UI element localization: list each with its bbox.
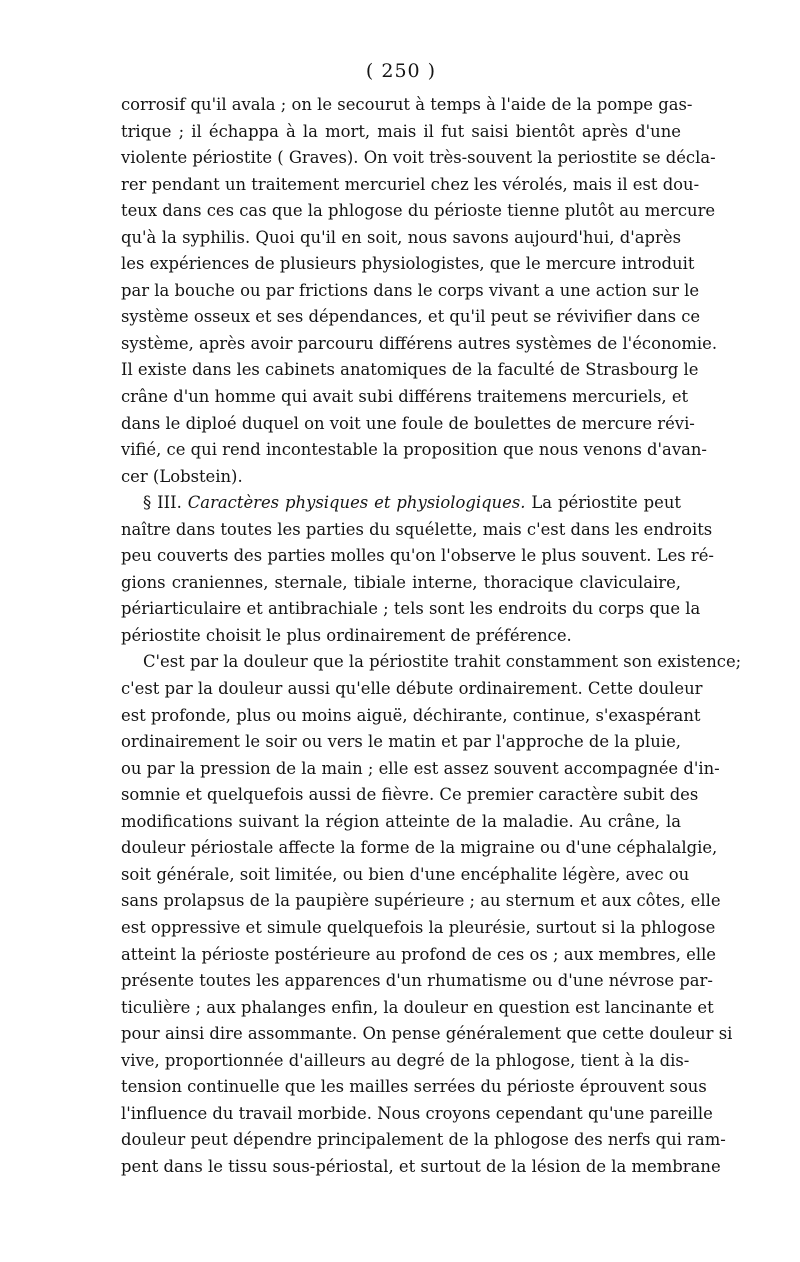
text-line: modifications suivant la région atteinte de la maladie. Au crâne, la: [121, 811, 681, 831]
text-line: rer pendant un traitement mercuriel chez les vérolés, mais il est dou-: [121, 174, 700, 194]
section-mark: § III.: [143, 493, 182, 513]
paragraph-1: [121, 92, 718, 490]
text-line: crâne d'un homme qui avait subi différens traitemens mercuriels, et: [121, 387, 689, 407]
text-line: système osseux et ses dépendances, et qu'il peut se révivifier dans ce: [121, 307, 701, 327]
text-line: douleur périostale affecte la forme de la migraine ou d'une céphalalgie,: [121, 838, 718, 858]
text-line: c'est par la douleur aussi qu'elle débute ordinairement. Cette douleur: [121, 679, 703, 699]
text-line: système, après avoir parcouru différens autres systèmes de l'économie.: [121, 333, 718, 353]
text-line: atteint la périoste postérieure au profond de ces os ; aux membres, elle: [121, 944, 717, 964]
text-line: est profonde, plus ou moins aiguë, déchirante, continue, s'exaspérant: [121, 705, 701, 725]
text-line: périarticulaire et antibrachiale ; tels sont les endroits du corps que la: [121, 599, 701, 619]
text-line: somnie et quelquefois aussi de fièvre. Ce premier caractère subit des: [121, 785, 699, 805]
text-line: dans le diploé duquel on voit une foule de boulettes de mercure révi-: [121, 413, 695, 433]
text-line: présente toutes les apparences d'un rhumatisme ou d'une névrose par-: [121, 971, 713, 991]
text-line: soit générale, soit limitée, ou bien d'une encéphalite légère, avec ou: [121, 864, 690, 884]
text-line: gions craniennes, sternale, tibiale interne, thoracique claviculaire,: [121, 572, 681, 592]
text-line: C'est par la douleur que la périostite trahit constamment son existence;: [143, 652, 742, 672]
text-line: trique ; il échappa à la mort, mais il fut saisi bientôt après d'une: [121, 121, 681, 141]
paragraph-3: [121, 649, 742, 1180]
page-number: ( 250 ): [365, 60, 437, 82]
text-line: pour ainsi dire assommante. On pense généralement que cette douleur si: [121, 1024, 733, 1044]
text-line: qu'à la syphilis. Quoi qu'il en soit, nous savons aujourd'hui, d'après: [121, 227, 681, 247]
text-line: ticulière ; aux phalanges enfin, la douleur en question est lancinante et: [121, 997, 714, 1017]
paragraph-2: [121, 490, 714, 649]
section-heading-line: [121, 490, 681, 517]
text-line: ordinairement le soir ou vers le matin et par l'approche de la pluie,: [121, 732, 681, 752]
text-line: naître dans toutes les parties du squélette, mais c'est dans les endroits: [121, 519, 713, 539]
text-line: violente périostite ( Graves). On voit très-souvent la periostite se décla-: [121, 148, 716, 168]
book-page: [121, 58, 742, 1180]
text-line: tension continuelle que les mailles serrées du périoste éprouvent sous: [121, 1077, 707, 1097]
text-line: vive, proportionnée d'ailleurs au degré de la phlogose, tient à la dis-: [121, 1050, 690, 1070]
text-line: l'influence du travail morbide. Nous croyons cependant qu'une pareille: [121, 1103, 713, 1123]
text-line: douleur peut dépendre principalement de la phlogose des nerfs qui ram-: [121, 1130, 726, 1150]
text-line: sans prolapsus de la paupière supérieure ; au sternum et aux côtes, elle: [121, 891, 721, 911]
text-line: par la bouche ou par frictions dans le corps vivant a une action sur le: [121, 280, 700, 300]
text-line: est oppressive et simule quelquefois la pleurésie, surtout si la phlogose: [121, 917, 716, 937]
text-line: les expériences de plusieurs physiologistes, que le mercure introduit: [121, 254, 695, 274]
text-line: teux dans ces cas que la phlogose du périoste tienne plutôt au mercure: [121, 201, 716, 221]
text-line: Il existe dans les cabinets anatomiques de la faculté de Strasbourg le: [121, 360, 699, 380]
text-line: peu couverts des parties molles qu'on l'observe le plus souvent. Les ré-: [121, 546, 714, 566]
text-line: cer (Lobstein).: [121, 466, 243, 486]
text-line: vifié, ce qui rend incontestable la proposition que nous venons d'avan-: [121, 440, 707, 460]
text-line: périostite choisit le plus ordinairement de préférence.: [121, 625, 572, 645]
text-fragment: La périostite peut: [531, 493, 681, 513]
section-title: Caractères physiques et physiologiques.: [187, 493, 526, 513]
text-line: ou par la pression de la main ; elle est assez souvent accompagnée d'in-: [121, 758, 720, 778]
text-line: corrosif qu'il avala ; on le secourut à temps à l'aide de la pompe gas-: [121, 95, 693, 114]
text-line: pent dans le tissu sous-périostal, et surtout de la lésion de la membrane: [121, 1156, 721, 1176]
